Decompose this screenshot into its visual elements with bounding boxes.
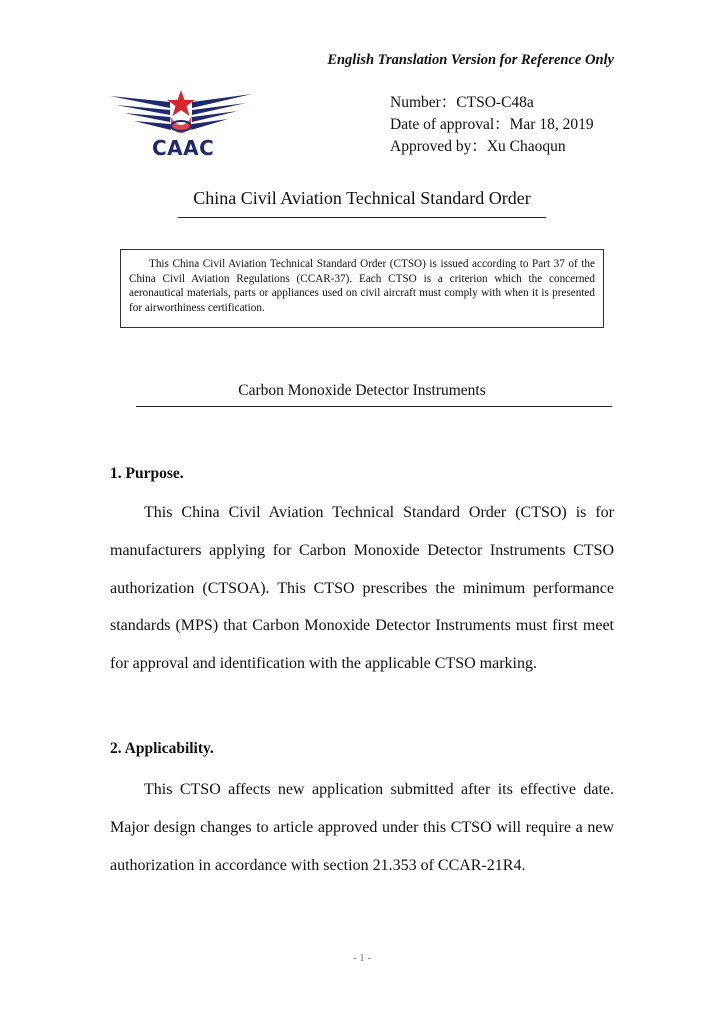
document-meta bbox=[390, 92, 594, 158]
subtitle-underline bbox=[136, 406, 612, 407]
section-heading-applicability: 2. Applicability. bbox=[110, 740, 214, 757]
title-underline bbox=[178, 217, 546, 218]
purpose-paragraph: This China Civil Aviation Technical Standard Order (CTSO) is for manufacturers applying for Carbon Monoxide Detector Instruments CTSO authorization (CTSOA). This CTSO prescribes the minimum performance standards (MPS) that Carbon Monoxide Detector Instruments must first meet for approval and identification with the applicable CTSO marking. bbox=[110, 504, 614, 673]
section-text-purpose bbox=[110, 494, 614, 683]
document-title: China Civil Aviation Technical Standard Order bbox=[193, 188, 531, 208]
notice-box bbox=[120, 249, 604, 328]
applicability-paragraph: This CTSO affects new application submitted after its effective date. Major design changes to article approved under this CTSO will require a new authorization in accordance with section 21.353 of CCAR-21R4. bbox=[110, 781, 614, 874]
section-heading-purpose: 1. Purpose. bbox=[110, 465, 184, 482]
document-subtitle: Carbon Monoxide Detector Instruments bbox=[238, 382, 486, 399]
caac-logo bbox=[108, 88, 254, 166]
approval-date: Date of approval：Mar 18, 2019 bbox=[390, 116, 594, 133]
notice-text: This China Civil Aviation Technical Standard Order (CTSO) is issued according to Part 37 of the China Civil Aviation Regulations (CCAR-37). Each CTSO is a criterion which the concerned aeronautical materials, parts or appliances used on civil aircraft must comply with when it is presented for airworthiness certification. bbox=[129, 258, 595, 314]
caac-logo-text: CAAC bbox=[152, 136, 215, 160]
section-text-applicability bbox=[110, 771, 614, 884]
translation-note: English Translation Version for Reference Only bbox=[327, 52, 614, 68]
document-number: Number：CTSO-C48a bbox=[390, 94, 534, 111]
page-number: - 1 - bbox=[352, 952, 372, 964]
approved-by: Approved by：Xu Chaoqun bbox=[390, 138, 566, 155]
